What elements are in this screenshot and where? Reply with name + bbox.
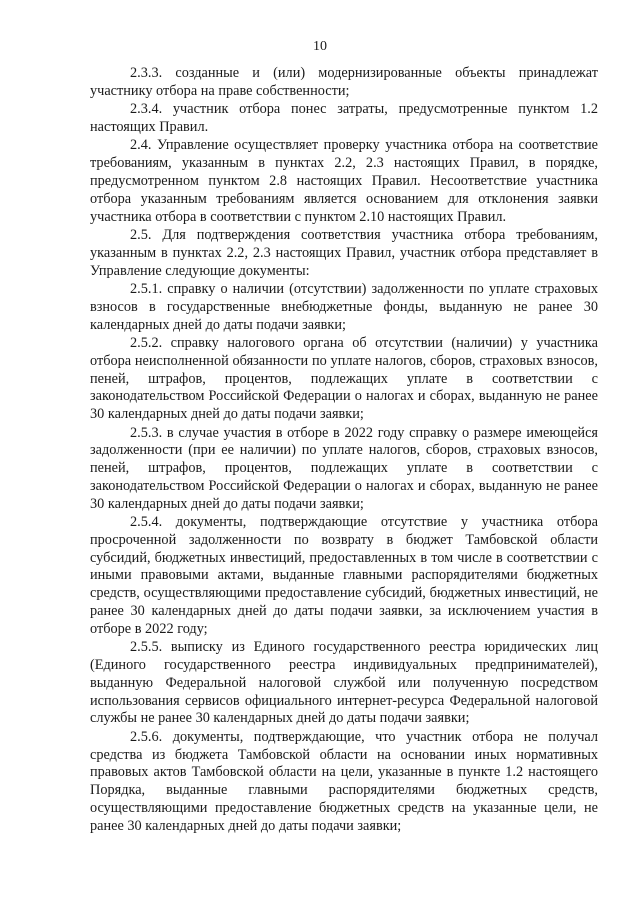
paragraph-2-5-2: 2.5.2. справку налогового органа об отсутствии (наличии) у участника отбора неисполненной обязанности по уплате налогов, сборов, страховых взносов, пеней, штрафов, процентов, подлежащих уплате в соответствии с законодательством Российской Федерации о налогах и сборах, выданную не ранее 30 календарных дней до даты подачи заявки;: [90, 334, 598, 423]
paragraph-2-5-1: 2.5.1. справку о наличии (отсутствии) задолженности по уплате страховых взносов в государственные внебюджетные фонды, выданную не ранее 30 календарных дней до даты подачи заявки;: [90, 280, 598, 333]
paragraph-2-3-3: 2.3.3. созданные и (или) модернизированные объекты принадлежат участнику отбора на праве собственности;: [90, 65, 598, 99]
paragraph-2-4: 2.4. Управление осуществляет проверку участника отбора на соответствие требованиям, указанным в пунктах 2.2, 2.3 настоящих Правил, в порядке, предусмотренном пунктом 2.8 настоящих Правил. Несоответствие участника отбора указанным требованиям является основанием для отклонения заявки участника отбора в соответствии с пунктом 2.10 настоящих Правил.: [90, 137, 598, 225]
paragraph-2-5-4: 2.5.4. документы, подтверждающие отсутствие у участника отбора просроченной задолженности по возврату в бюджет Тамбовской области субсидий, бюджетных инвестиций, предоставленных в том числе в соответствии с иными правовыми актами, выданные главными распорядителями бюджетных средств, осуществляющими предоставление субсидий, бюджетных инвестиций, не ранее 30 календарных дней до даты подачи заявки, за исключением участия в отборе в 2022 году;: [90, 514, 598, 637]
document-body: [90, 65, 598, 836]
paragraph-2-5: 2.5. Для подтверждения соответствия участника отбора требованиям, указанным в пунктах 2.2, 2.3 настоящих Правил, участник отбора представляет в Управление следующие документы:: [90, 226, 598, 279]
paragraph-2-5-3: 2.5.3. в случае участия в отборе в 2022 году справку о размере имеющейся задолженности (при ее наличии) по уплате налогов, сборов, страховых взносов, пеней, штрафов, процентов, подлежащих уплате в соответствии с законодательством Российской Федерации о налогах и сборах, выданную не ранее 30 календарных дней до даты подачи заявки;: [90, 424, 598, 512]
paragraph-2-5-6: 2.5.6. документы, подтверждающие, что участник отбора не получал средства из бюджета Тамбовской области на основании иных нормативных правовых актов Тамбовской области на цели, указанные в пункте 1.2 настоящего Порядка, выданные главными распорядителями бюджетных средств, осуществляющими предоставление бюджетных средств на указанные цели, не ранее 30 календарных дней до даты подачи заявки;: [90, 728, 598, 834]
paragraph-2-5-5: 2.5.5. выписку из Единого государственного реестра юридических лиц (Единого государственного реестра индивидуальных предпринимателей), выданную Федеральной налоговой службой или полученную посредством использования сервисов официального интернет-ресурса Федеральной налоговой службы не ранее 30 календарных дней до даты подачи заявки;: [90, 639, 598, 727]
page-number: 10: [313, 39, 327, 54]
paragraph-2-3-4: 2.3.4. участник отбора понес затраты, предусмотренные пунктом 1.2 настоящих Правил.: [90, 101, 598, 135]
